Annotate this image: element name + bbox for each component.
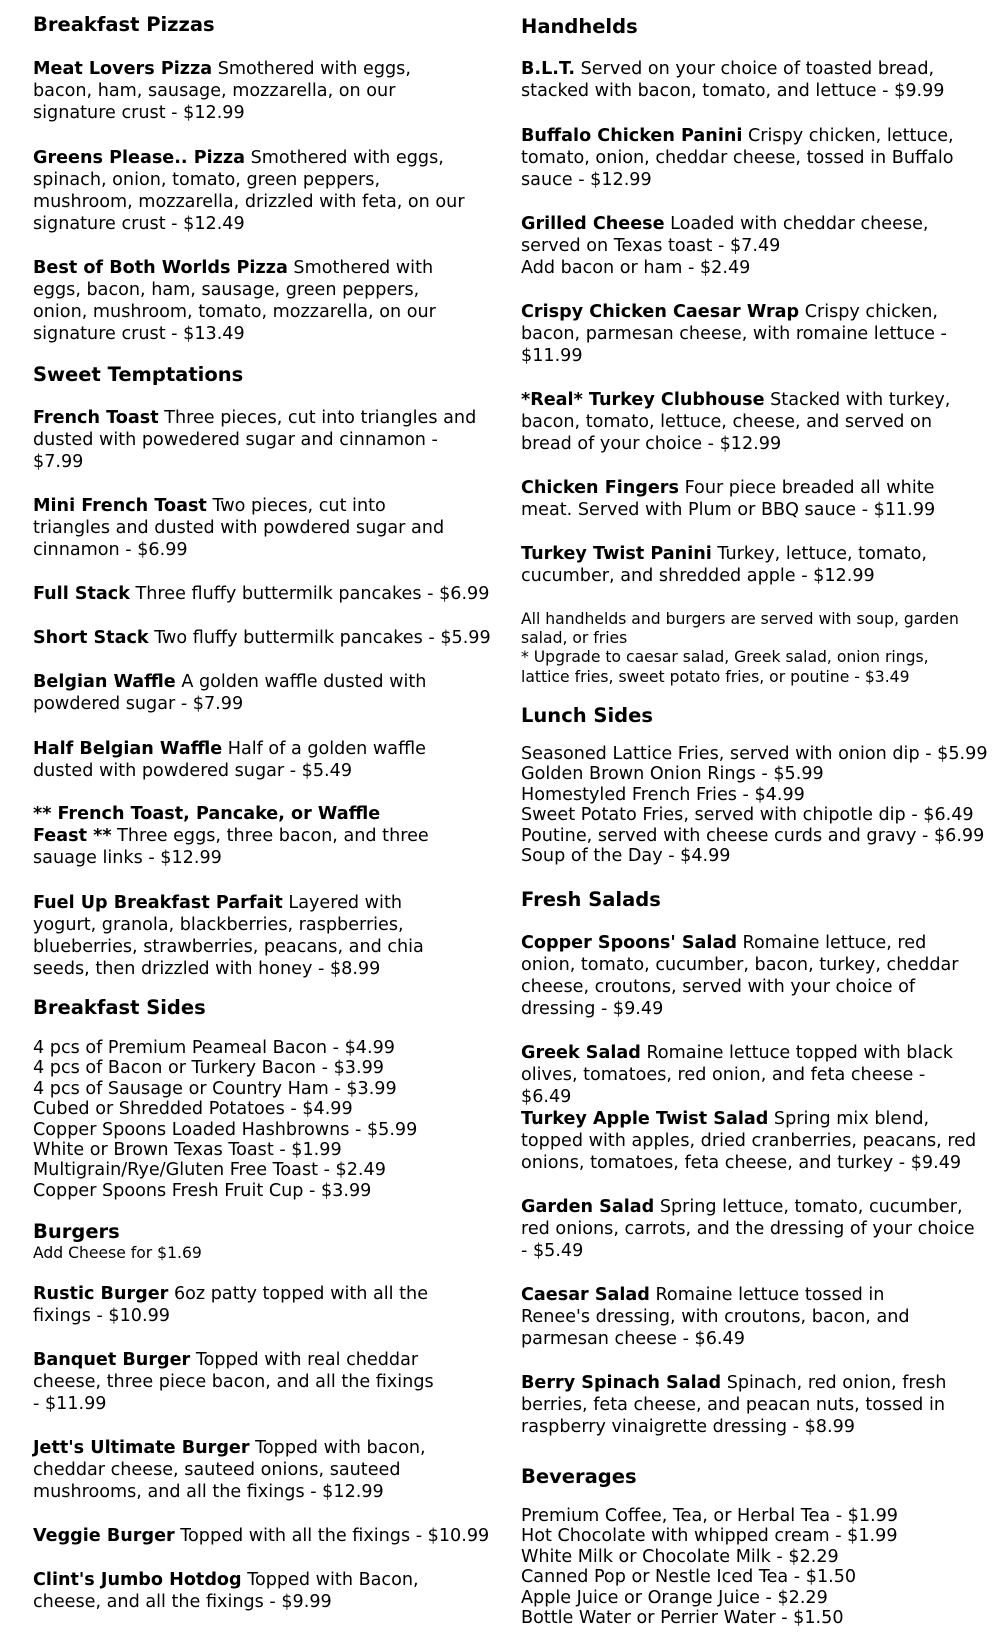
list-item: White or Brown Texas Toast - $1.99 [33,1140,342,1161]
menu-item [33,583,495,605]
item-name: Crispy Chicken Caesar Wrap [521,302,800,322]
item-name: Mini French Toast [33,496,207,516]
item-name: B.L.T. [521,59,576,79]
item-name: Turkey Twist Panini [521,544,712,564]
item-description: Three fluffy buttermilk pancakes - $6.99 [135,584,490,604]
item-description: A golden waffle dusted with powdered sugar - $7.99 [33,672,427,714]
item-description: Smothered with eggs, bacon, ham, sausage, mozzarella, on our signature crust - $12.99 [33,59,411,123]
section-title-burgers: Burgers [33,1220,120,1243]
burgers-subtitle: Add Cheese for $1.69 [33,1244,202,1262]
list-item: Hot Chocolate with whipped cream - $1.99 [521,1526,898,1547]
list-item: Seasoned Lattice Fries, served with onion dip - $5.99 [521,744,988,764]
item-name: Short Stack [33,628,149,648]
item-description: Topped with Bacon, cheese, and all the fixings - $9.99 [33,1570,419,1612]
item-name: *Real* Turkey Clubhouse [521,390,765,410]
list-item: Copper Spoons Loaded Hashbrowns - $5.99 [33,1119,418,1140]
list-item: Golden Brown Onion Rings - $5.99 [521,764,824,785]
section-title-breakfast-sides: Breakfast Sides [33,996,206,1019]
item-name: French Toast [33,408,159,428]
item-name: Belgian Waffle [33,672,176,692]
item-description: Loaded with cheddar cheese, served on Texas toast - $7.49 [521,214,929,256]
list-item: White Milk or Chocolate Milk - $2.29 [521,1546,839,1567]
item-name: Grilled Cheese [521,214,665,234]
menu-item [521,125,961,191]
menu-item [33,58,463,124]
item-description: Turkey, lettuce, tomato, cucumber, and shredded apple - $12.99 [521,544,928,586]
menu-item [33,1349,443,1415]
menu-item [521,1196,981,1262]
list-item: Copper Spoons Fresh Fruit Cup - $3.99 [33,1180,372,1201]
item-description: Spring lettuce, tomato, cucumber, red onions, carrots, and the dressing of your choice - $5.49 [521,1197,975,1261]
item-description: Romaine lettuce tossed in Renee's dressing, with croutons, bacon, and parmesan cheese - $6.49 [521,1285,910,1349]
menu-item [521,389,961,455]
menu-item [33,257,478,345]
list-item: Sweet Potato Fries, served with chipotle dip - $6.49 [521,805,974,826]
note-line: All handhelds and burgers are served with soup, garden [521,610,959,628]
item-description: Half of a golden waffle dusted with powdered sugar - $5.49 [33,739,426,781]
section-title-beverages: Beverages [521,1465,637,1488]
menu-item [521,58,961,102]
handhelds-note [521,610,959,687]
note-line: lattice fries, sweet potato fries, or poutine - $3.49 [521,667,910,686]
list-item: 4 pcs of Sausage or Country Ham - $3.99 [33,1078,397,1099]
menu-item [521,932,981,1020]
item-name: Turkey Apple Twist Salad [521,1109,769,1129]
item-name: Buffalo Chicken Panini [521,126,743,146]
beverages-list [521,1506,898,1628]
item-description: Topped with all the fixings - $10.99 [180,1526,490,1546]
item-description: Smothered with eggs, bacon, ham, sausage, green peppers, onion, mushroom, tomato, mozzarella, on our signature crust - $13.49 [33,258,436,344]
list-item: Premium Coffee, Tea, or Herbal Tea - $1.99 [521,1506,899,1526]
item-description: Served on your choice of toasted bread, stacked with bacon, tomato, and lettuce - $9.99 [521,59,945,101]
note-line: salad, or fries [521,629,628,648]
section-title-breakfast-pizzas: Breakfast Pizzas [33,13,215,36]
menu-item [33,738,433,782]
list-item: Apple Juice or Orange Juice - $2.29 [521,1587,828,1608]
section-title-lunch-sides: Lunch Sides [521,704,653,727]
list-item: Soup of the Day - $4.99 [521,846,731,867]
menu-item [33,1437,433,1503]
item-name: Meat Lovers Pizza [33,59,213,79]
menu-item [33,147,478,235]
item-description: Crispy chicken, bacon, parmesan cheese, with romaine lettuce - $11.99 [521,302,947,366]
breakfast-sides-list [33,1038,417,1201]
menu-item [33,671,433,715]
list-item: Homestyled French Fries - $4.99 [521,784,805,805]
note-line: * Upgrade to caesar salad, Greek salad, onion rings, [521,648,929,667]
item-name: Garden Salad [521,1197,655,1217]
item-description: Two fluffy buttermilk pancakes - $5.99 [154,628,491,648]
item-description: Crispy chicken, lettuce, tomato, onion, cheddar cheese, tossed in Buffalo sauce - $12.99 [521,126,954,190]
list-item: Poutine, served with cheese curds and gravy - $6.99 [521,825,985,846]
item-name: Full Stack [33,584,130,604]
item-name: Veggie Burger [33,1526,175,1546]
item-name: Berry Spinach Salad [521,1373,722,1393]
item-name: Chicken Fingers [521,478,679,498]
section-title-handhelds: Handhelds [521,15,638,38]
item-description: 6oz patty topped with all the fixings - $10.99 [33,1284,429,1326]
menu-item [521,1042,981,1108]
item-description: Two pieces, cut into triangles and dusted with powdered sugar and cinnamon - $6.99 [33,496,445,560]
item-description: Romaine lettuce topped with black olives, tomatoes, red onion, and feta cheese - $6.49 [521,1043,953,1107]
menu-item [33,407,478,473]
list-item: Bottle Water or Perrier Water - $1.50 [521,1608,844,1629]
menu-item [33,803,433,869]
item-name: Rustic Burger [33,1284,169,1304]
menu-item [521,213,961,279]
item-name: Banquet Burger [33,1350,191,1370]
menu-item [521,543,961,587]
item-description: Four piece breaded all white meat. Served with Plum or BBQ sauce - $11.99 [521,478,936,520]
menu-item [33,1525,495,1547]
menu-item [33,495,463,561]
item-name: Greens Please.. Pizza [33,148,246,168]
item-name: Jett's Ultimate Burger [33,1438,250,1458]
item-description: Topped with real cheddar cheese, three piece bacon, and all the fixings - $11.99 [33,1350,434,1414]
menu-item [33,1283,433,1327]
list-item: Multigrain/Rye/Gluten Free Toast - $2.49 [33,1160,386,1181]
item-description: Stacked with turkey, bacon, tomato, lettuce, cheese, and served on bread of your choice - $12.99 [521,390,951,454]
item-description: Spinach, red onion, fresh berries, feta cheese, and peacan nuts, tossed in raspberry vinaigrette dressing - $8.99 [521,1373,947,1437]
item-name: ** French Toast, Pancake, or Waffle Feast ** [33,804,381,846]
list-item: 4 pcs of Bacon or Turkery Bacon - $3.99 [33,1058,384,1079]
item-addon: Add bacon or ham - $2.49 [521,258,751,278]
item-description: Three eggs, three bacon, and three sauage links - $12.99 [33,826,429,868]
item-name: Copper Spoons' Salad [521,933,737,953]
item-description: Topped with bacon, cheddar cheese, sauteed onions, sauteed mushrooms, and all the fixings - $12.99 [33,1438,426,1502]
menu-item [521,477,961,521]
item-name: Clint's Jumbo Hotdog [33,1570,242,1590]
item-name: Greek Salad [521,1043,641,1063]
section-title-sweet-temptations: Sweet Temptations [33,363,244,386]
menu-item [521,1372,951,1438]
item-name: Caesar Salad [521,1285,650,1305]
item-name: Best of Both Worlds Pizza [33,258,288,278]
list-item: 4 pcs of Premium Peameal Bacon - $4.99 [33,1038,395,1058]
section-title-fresh-salads: Fresh Salads [521,888,661,911]
item-description: Layered with yogurt, granola, blackberries, raspberries, blueberries, strawberries, peacans, and chia seeds, then drizzled with honey - $8.99 [33,893,424,979]
item-description: Spring mix blend, topped with apples, dried cranberries, peacans, red onions, tomatoes, feta cheese, and turkey - $9.49 [521,1109,977,1173]
list-item: Canned Pop or Nestle Iced Tea - $1.50 [521,1567,857,1588]
menu-item [33,1569,433,1613]
menu-item [33,627,495,649]
lunch-sides-list [521,744,988,866]
menu-item [521,301,961,367]
item-name: Fuel Up Breakfast Parfait [33,893,283,913]
menu-item [33,892,463,980]
item-description: Three pieces, cut into triangles and dusted with powedered sugar and cinnamon - $7.99 [33,408,477,472]
list-item: Cubed or Shredded Potatoes - $4.99 [33,1099,353,1120]
item-description: Smothered with eggs, spinach, onion, tomato, green peppers, mushroom, mozzarella, drizzled with feta, on our signature crust - $12.49 [33,148,465,234]
item-name: Half Belgian Waffle [33,739,223,759]
menu-item [521,1108,981,1174]
menu-item [521,1284,951,1350]
item-description: Romaine lettuce, red onion, tomato, cucumber, bacon, turkey, cheddar cheese, croutons, served with your choice of dressing - $9.49 [521,933,959,1019]
